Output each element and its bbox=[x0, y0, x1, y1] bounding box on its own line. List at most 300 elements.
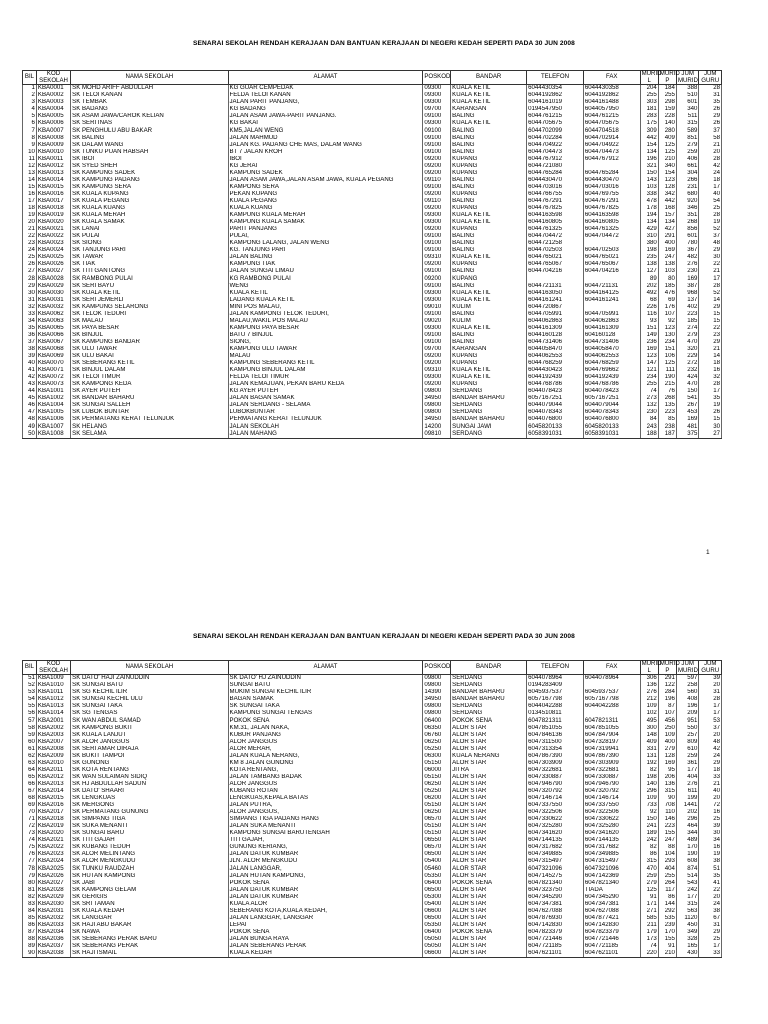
cell-telefon: 6044702503 bbox=[527, 247, 584, 254]
cell-nama-sekolah: SK SELAMA bbox=[71, 430, 228, 438]
cell-alamat: JALAN ASAM JAWA-PARIT PANJANG. bbox=[228, 113, 423, 120]
cell-bandar: KUALA KETIL bbox=[451, 85, 527, 93]
cell-poskod: 09100 bbox=[423, 127, 451, 134]
page-title: SENARAI SEKOLAH RENDAH KERAJAAN DAN BANTUAN KERAJAAN DI NEGERI KEDAH SEPERTI PADA 30 JUN 2008 bbox=[193, 633, 575, 640]
cell-nama-sekolah: SK KUALA KUANG bbox=[71, 205, 228, 212]
cell-jum-guru: 31 bbox=[699, 689, 722, 696]
cell-alamat: WENG bbox=[228, 283, 423, 290]
cell-murid-p: 110 bbox=[658, 809, 676, 816]
cell-fax: 6044704472 bbox=[583, 233, 640, 240]
table-row bbox=[23, 851, 722, 858]
cell-poskod: 06000 bbox=[423, 767, 451, 774]
cell-nama-sekolah: SK TAWAR bbox=[71, 254, 228, 261]
cell-poskod: 09100 bbox=[423, 332, 451, 339]
cell-telefon: 6047337550 bbox=[527, 802, 584, 809]
cell-alamat: JALAN PARIT PANJANG, bbox=[228, 99, 423, 106]
cell-bil: 7 bbox=[23, 127, 37, 134]
cell-telefon: 6044721258 bbox=[527, 240, 584, 247]
cell-telefon: 6044761325 bbox=[527, 226, 584, 233]
cell-murid-p: 215 bbox=[658, 381, 676, 388]
cell-poskod: 09300 bbox=[423, 85, 451, 93]
cell-jum-murid: 351 bbox=[676, 212, 698, 219]
cell-fax: 6044769662 bbox=[583, 367, 640, 374]
cell-jum-murid: 315 bbox=[676, 901, 698, 908]
cell-alamat: KAMPUNG KUALA SAMAK bbox=[228, 219, 423, 226]
cell-fax: 6044705675 bbox=[583, 120, 640, 127]
table-row bbox=[23, 353, 722, 360]
cell-alamat: KAMPUNG ULU TAWAR bbox=[228, 346, 423, 353]
table-row bbox=[23, 788, 722, 795]
cell-alamat: JALAN BALING bbox=[228, 254, 423, 261]
cell-poskod: 09100 bbox=[423, 184, 451, 191]
cell-murid-p: 400 bbox=[658, 739, 676, 746]
cell-nama-sekolah: SK KUBANG TEDUH bbox=[71, 844, 228, 851]
cell-jum-guru: 40 bbox=[699, 788, 722, 795]
cell-murid-l: 132 bbox=[640, 402, 658, 409]
cell-murid-p: 170 bbox=[658, 929, 676, 936]
cell-fax: 6044765067 bbox=[583, 261, 640, 268]
cell-kod-sekolah: KBA0012 bbox=[36, 163, 70, 170]
cell-bandar: BALING bbox=[451, 127, 527, 134]
cell-bil: 53 bbox=[23, 689, 37, 696]
cell-murid-p: 284 bbox=[658, 689, 676, 696]
cell-murid-p: 210 bbox=[658, 156, 676, 163]
cell-bil: 22 bbox=[23, 233, 37, 240]
cell-alamat: MALAU,WAKIL POS MALAU bbox=[228, 318, 423, 325]
cell-jum-murid: 259 bbox=[676, 149, 698, 156]
cell-alamat: LADANG KUALA KETIL bbox=[228, 297, 423, 304]
cell-bil: 45 bbox=[23, 395, 37, 402]
table-row bbox=[23, 717, 722, 724]
cell-telefon: 6047322681 bbox=[527, 767, 584, 774]
cell-fax: 6044768786 bbox=[583, 381, 640, 388]
cell-jum-guru: 29 bbox=[699, 247, 722, 254]
cell-bandar: SERDANG bbox=[451, 675, 527, 683]
cell-nama-sekolah: SK KUALA KEDAH bbox=[71, 908, 228, 915]
cell-bil: 9 bbox=[23, 142, 37, 149]
cell-poskod: 06400 bbox=[423, 717, 451, 724]
cell-telefon: 0194547950 bbox=[527, 106, 584, 113]
cell-murid-p: 342 bbox=[658, 191, 676, 198]
cell-murid-p: 144 bbox=[658, 901, 676, 908]
cell-alamat: KG JERAI bbox=[228, 163, 423, 170]
cell-alamat: KUALA KUANG bbox=[228, 205, 423, 212]
cell-jum-murid: 361 bbox=[676, 760, 698, 767]
cell-murid-l: 93 bbox=[640, 318, 658, 325]
cell-alamat: JALAN KG. PADANG CHE MAS, DALAM WANG bbox=[228, 142, 423, 149]
cell-fax: 6044058470 bbox=[583, 346, 640, 353]
cell-bandar: ALOR STAR bbox=[451, 795, 527, 802]
table-row bbox=[23, 92, 722, 99]
cell-telefon: 6047330887 bbox=[527, 774, 584, 781]
cell-nama-sekolah: SK PAYA BESAR bbox=[71, 325, 228, 332]
cell-jum-guru: 28 bbox=[699, 283, 722, 290]
cell-fax: 6044721131 bbox=[583, 283, 640, 290]
cell-bil: 16 bbox=[23, 191, 37, 198]
cell-kod-sekolah: KBA0062 bbox=[36, 311, 70, 318]
cell-bandar: ALOR STAR bbox=[451, 894, 527, 901]
cell-bandar: SERDANG bbox=[451, 430, 527, 438]
cell-nama-sekolah: SK LANAI bbox=[71, 226, 228, 233]
cell-bandar: KUALA KETIL bbox=[451, 297, 527, 304]
cell-fax: 6047347381 bbox=[583, 901, 640, 908]
cell-kod-sekolah: KBA1010 bbox=[36, 682, 70, 689]
cell-poskod: 09200 bbox=[423, 360, 451, 367]
cell-murid-l: 134 bbox=[640, 149, 658, 156]
table-row bbox=[23, 254, 722, 261]
cell-jum-guru: 22 bbox=[699, 887, 722, 894]
cell-alamat: KG BAKAI bbox=[228, 120, 423, 127]
cell-alamat: ALOR MERAH, bbox=[228, 746, 423, 753]
cell-murid-p: 400 bbox=[658, 240, 676, 247]
cell-poskod: 09200 bbox=[423, 226, 451, 233]
cell-jum-murid: 190 bbox=[676, 851, 698, 858]
cell-jum-murid: 274 bbox=[676, 325, 698, 332]
cell-murid-l: 181 bbox=[640, 106, 658, 113]
table-row bbox=[23, 880, 722, 887]
cell-alamat: JALAN BAGAN SAMAK bbox=[228, 395, 423, 402]
cell-murid-l: 175 bbox=[640, 120, 658, 127]
col-header-telefon: TELEFON bbox=[527, 71, 584, 85]
table-row bbox=[23, 809, 722, 816]
cell-bil: 21 bbox=[23, 226, 37, 233]
cell-bil: 25 bbox=[23, 254, 37, 261]
cell-poskod: 09200 bbox=[423, 275, 451, 282]
cell-nama-sekolah: SK SEBERANG PERAK BARU bbox=[71, 936, 228, 943]
table-row bbox=[23, 887, 722, 894]
cell-fax: 6047721446 bbox=[583, 936, 640, 943]
cell-jum-guru: 48 bbox=[699, 739, 722, 746]
cell-fax: 6044163598 bbox=[583, 212, 640, 219]
cell-bandar: KUPANG bbox=[451, 170, 527, 177]
col-header-alamat: ALAMAT bbox=[228, 661, 423, 675]
cell-murid-p: 196 bbox=[658, 696, 676, 703]
cell-poskod: 09800 bbox=[423, 682, 451, 689]
cell-nama-sekolah: SK LUBOK BUNTAR bbox=[71, 409, 228, 416]
cell-fax: 6047321096 bbox=[583, 865, 640, 872]
cell-bandar: SERDANG bbox=[451, 388, 527, 395]
cell-kod-sekolah: KBA2015 bbox=[36, 795, 70, 802]
col-header-murid-p: MURID P bbox=[659, 70, 680, 84]
cell-murid-l: 103 bbox=[640, 184, 658, 191]
cell-jum-murid: 320 bbox=[676, 346, 698, 353]
cell-jum-guru: 20 bbox=[699, 894, 722, 901]
cell-alamat: JALAN DATUK KUMBAR bbox=[228, 894, 423, 901]
cell-bandar: BALING bbox=[451, 247, 527, 254]
cell-telefon: 6047823379 bbox=[527, 929, 584, 936]
cell-nama-sekolah: SK DATO' SHAARI bbox=[71, 788, 228, 795]
cell-kod-sekolah: KBA0071 bbox=[36, 367, 70, 374]
cell-murid-p: 708 bbox=[658, 802, 676, 809]
cell-murid-l: 147 bbox=[640, 360, 658, 367]
cell-jum-guru: 16 bbox=[699, 844, 722, 851]
table-row bbox=[23, 767, 722, 774]
cell-fax: 6047341620 bbox=[583, 830, 640, 837]
cell-poskod: 05150 bbox=[423, 760, 451, 767]
cell-jum-murid: 367 bbox=[676, 247, 698, 254]
table-row bbox=[23, 703, 722, 710]
cell-fax: 6047146714 bbox=[583, 795, 640, 802]
cell-murid-p: 190 bbox=[658, 374, 676, 381]
table-row bbox=[23, 177, 722, 184]
cell-murid-p: 210 bbox=[658, 950, 676, 958]
cell-bandar: BALING bbox=[451, 268, 527, 275]
cell-murid-p: 125 bbox=[658, 142, 676, 149]
cell-murid-l: 296 bbox=[640, 788, 658, 795]
cell-nama-sekolah: SK JABI bbox=[71, 880, 228, 887]
cell-jum-murid: 177 bbox=[676, 894, 698, 901]
cell-nama-sekolah: SK KAMPONG BUKIT bbox=[71, 725, 228, 732]
cell-murid-l: 273 bbox=[640, 395, 658, 402]
table-row bbox=[23, 106, 722, 113]
table-row bbox=[23, 894, 722, 901]
cell-murid-l: 194 bbox=[640, 212, 658, 219]
cell-murid-p: 250 bbox=[658, 725, 676, 732]
cell-alamat: POKOK SENA bbox=[228, 717, 423, 724]
cell-kod-sekolah: KBA1005 bbox=[36, 409, 70, 416]
cell-bandar: KUALA KETIL bbox=[451, 367, 527, 374]
cell-murid-l: 84 bbox=[640, 416, 658, 423]
cell-murid-p: 122 bbox=[658, 682, 676, 689]
cell-bandar: ALOR STAR bbox=[451, 844, 527, 851]
cell-nama-sekolah: SK HJ ABDULLAH SADUN bbox=[71, 781, 228, 788]
table-row bbox=[23, 929, 722, 936]
cell-alamat: JALAN SUKA MENANTI bbox=[228, 823, 423, 830]
cell-bandar: BALING bbox=[451, 177, 527, 184]
table-row bbox=[23, 409, 722, 416]
cell-jum-murid: 232 bbox=[676, 367, 698, 374]
cell-poskod: 05150 bbox=[423, 830, 451, 837]
table-row bbox=[23, 212, 722, 219]
cell-kod-sekolah: KBA2034 bbox=[36, 929, 70, 936]
cell-bil: 55 bbox=[23, 703, 37, 710]
cell-bandar: ALOR STAR bbox=[451, 725, 527, 732]
cell-nama-sekolah: SK SG KECHIL ILIR bbox=[71, 689, 228, 696]
cell-nama-sekolah: SK DALAM WANG bbox=[71, 142, 228, 149]
cell-bil: 58 bbox=[23, 725, 37, 732]
cell-alamat: KUALA ALOR bbox=[228, 901, 423, 908]
cell-bil: 46 bbox=[23, 402, 37, 409]
cell-bil: 38 bbox=[23, 346, 37, 353]
cell-murid-l: 235 bbox=[640, 254, 658, 261]
cell-telefon: 6044160805 bbox=[527, 219, 584, 226]
cell-alamat: KG. TANJUNG PARI bbox=[228, 247, 423, 254]
cell-telefon: 6044161019 bbox=[527, 99, 584, 106]
cell-poskod: 06600 bbox=[423, 950, 451, 958]
cell-bil: 70 bbox=[23, 809, 37, 816]
cell-nama-sekolah: SK HELANG bbox=[71, 423, 228, 430]
cell-bil: 37 bbox=[23, 339, 37, 346]
cell-alamat: SK SUNGAI TAKA bbox=[228, 703, 423, 710]
cell-telefon: 0134510811 bbox=[527, 710, 584, 717]
cell-telefon: 6058391031 bbox=[527, 430, 584, 438]
cell-telefon: 6044704473 bbox=[527, 149, 584, 156]
cell-bandar: ALOR STAR bbox=[451, 950, 527, 958]
cell-poskod: 09100 bbox=[423, 339, 451, 346]
cell-bil: 71 bbox=[23, 816, 37, 823]
cell-jum-murid: 272 bbox=[676, 360, 698, 367]
cell-kod-sekolah: KBA2014 bbox=[36, 788, 70, 795]
cell-nama-sekolah: SK SUNGAI TAKA bbox=[71, 703, 228, 710]
cell-kod-sekolah: KBA2018 bbox=[36, 816, 70, 823]
cell-poskod: 06300 bbox=[423, 753, 451, 760]
cell-bil: 18 bbox=[23, 205, 37, 212]
cell-jum-murid: 514 bbox=[676, 873, 698, 880]
cell-bandar: KUALA KETIL bbox=[451, 120, 527, 127]
cell-murid-p: 404 bbox=[658, 865, 676, 872]
cell-jum-murid: 563 bbox=[676, 908, 698, 915]
cell-bil: 6 bbox=[23, 120, 37, 127]
cell-bandar: KUPANG bbox=[451, 261, 527, 268]
cell-telefon: 6044078964 bbox=[527, 675, 584, 683]
cell-kod-sekolah: KBA0026 bbox=[36, 261, 70, 268]
cell-murid-p: 340 bbox=[658, 163, 676, 170]
table-row bbox=[23, 950, 722, 958]
cell-fax: 6044076800 bbox=[583, 416, 640, 423]
table-row bbox=[23, 184, 722, 191]
cell-bandar: BALING bbox=[451, 198, 527, 205]
cell-murid-l: 409 bbox=[640, 739, 658, 746]
cell-nama-sekolah: SK KOTA RENTANG bbox=[71, 767, 228, 774]
cell-jum-murid: 1441 bbox=[676, 802, 698, 809]
cell-alamat: JALAN ASAM JAWA,JALAN ASAM JAWA, KUALA PEGANG bbox=[228, 177, 423, 184]
cell-jum-murid: 185 bbox=[676, 318, 698, 325]
cell-bil: 12 bbox=[23, 163, 37, 170]
cell-nama-sekolah: SK ASAM JAWA/CAROK KELIAN bbox=[71, 113, 228, 120]
cell-bil: 40 bbox=[23, 360, 37, 367]
cell-nama-sekolah: SK TANJUNG PARI bbox=[71, 247, 228, 254]
cell-fax: 6047349885 bbox=[583, 851, 640, 858]
table-row bbox=[23, 753, 722, 760]
cell-kod-sekolah: KBA0021 bbox=[36, 226, 70, 233]
cell-bandar: ALOR STAR bbox=[451, 851, 527, 858]
cell-murid-p: 239 bbox=[658, 922, 676, 929]
cell-alamat: KG BADANG bbox=[228, 106, 423, 113]
page-title: SENARAI SEKOLAH RENDAH KERAJAAN DAN BANTUAN KERAJAAN DI NEGERI KEDAH SEPERTI PADA 30 JUN 2008 bbox=[193, 40, 575, 47]
cell-telefon: 6044160128 bbox=[527, 332, 584, 339]
cell-telefon: 6044430423 bbox=[527, 367, 584, 374]
cell-bil: 52 bbox=[23, 682, 37, 689]
cell-murid-l: 109 bbox=[640, 795, 658, 802]
cell-jum-guru: 30 bbox=[699, 830, 722, 837]
cell-poskod: 05150 bbox=[423, 823, 451, 830]
cell-kod-sekolah: KBA0020 bbox=[36, 219, 70, 226]
cell-jum-murid: 856 bbox=[676, 226, 698, 233]
cell-nama-sekolah: SK TELOI TIMUR bbox=[71, 374, 228, 381]
cell-bandar: KUPANG bbox=[451, 191, 527, 198]
cell-jum-murid: 404 bbox=[676, 774, 698, 781]
cell-telefon: 6044192439 bbox=[527, 374, 584, 381]
table-row bbox=[23, 381, 722, 388]
cell-poskod: 09110 bbox=[423, 177, 451, 184]
table-row bbox=[23, 689, 722, 696]
cell-bandar: ALOR STAR bbox=[451, 830, 527, 837]
cell-jum-murid: 408 bbox=[676, 696, 698, 703]
cell-jum-murid: 608 bbox=[676, 858, 698, 865]
cell-telefon: 6044079044 bbox=[527, 402, 584, 409]
cell-telefon bbox=[527, 275, 584, 282]
cell-kod-sekolah: KBA2031 bbox=[36, 908, 70, 915]
cell-kod-sekolah: KBA0032 bbox=[36, 304, 70, 311]
cell-bil: 39 bbox=[23, 353, 37, 360]
cell-bandar: KUPANG bbox=[451, 205, 527, 212]
cell-murid-p: 91 bbox=[658, 943, 676, 950]
cell-bil: 86 bbox=[23, 922, 37, 929]
cell-kod-sekolah: KBA0016 bbox=[36, 191, 70, 198]
cell-murid-p: 106 bbox=[658, 353, 676, 360]
cell-fax: 6044702503 bbox=[583, 247, 640, 254]
cell-telefon: 6044430470 bbox=[527, 177, 584, 184]
cell-murid-p: 86 bbox=[658, 894, 676, 901]
cell-murid-p: 169 bbox=[658, 760, 676, 767]
cell-fax: 6057167251 bbox=[583, 395, 640, 402]
cell-bil: 73 bbox=[23, 830, 37, 837]
cell-fax bbox=[583, 240, 640, 247]
cell-jum-murid: 196 bbox=[676, 703, 698, 710]
cell-fax: 6047320792 bbox=[583, 788, 640, 795]
table-row bbox=[23, 191, 722, 198]
cell-jum-murid: 550 bbox=[676, 725, 698, 732]
cell-murid-l: 150 bbox=[640, 816, 658, 823]
cell-alamat: JALAN SEKOLAH bbox=[228, 423, 423, 430]
cell-alamat: JALAN SEBERANG PERAK bbox=[228, 943, 423, 950]
cell-nama-sekolah: SK GERIGIS bbox=[71, 894, 228, 901]
col-header-bil: BIL bbox=[23, 661, 37, 675]
cell-bandar: ALOR STAR bbox=[451, 908, 527, 915]
cell-murid-p: 95 bbox=[658, 767, 676, 774]
table-row bbox=[23, 416, 722, 423]
cell-jum-guru: 41 bbox=[699, 880, 722, 887]
cell-telefon: 6044062553 bbox=[527, 353, 584, 360]
cell-kod-sekolah: KBA0005 bbox=[36, 113, 70, 120]
cell-poskod: 05350 bbox=[423, 922, 451, 929]
cell-telefon: 6044161309 bbox=[527, 325, 584, 332]
table-row bbox=[23, 922, 722, 929]
cell-jum-murid: 543 bbox=[676, 880, 698, 887]
cell-murid-l: 310 bbox=[640, 233, 658, 240]
cell-alamat: JALAN BUNGA RAYA bbox=[228, 936, 423, 943]
cell-poskod: 06500 bbox=[423, 915, 451, 922]
cell-jum-guru: 24 bbox=[699, 901, 722, 908]
cell-murid-p: 185 bbox=[658, 283, 676, 290]
table-row bbox=[23, 127, 722, 134]
cell-murid-p: 111 bbox=[658, 367, 676, 374]
cell-nama-sekolah: SK TELOK TEDURI bbox=[71, 311, 228, 318]
cell-fax: 6047851055 bbox=[583, 725, 640, 732]
table-row bbox=[23, 858, 722, 865]
cell-telefon: 6044765284 bbox=[527, 170, 584, 177]
cell-jum-guru: 29 bbox=[699, 339, 722, 346]
cell-kod-sekolah: KBA0070 bbox=[36, 360, 70, 367]
cell-murid-p: 291 bbox=[658, 675, 676, 683]
cell-nama-sekolah: SK IBOI bbox=[71, 156, 228, 163]
cell-fax: 6047144135 bbox=[583, 837, 640, 844]
cell-telefon: 6044058470 bbox=[527, 346, 584, 353]
cell-alamat: KG GUAR CEMPEDAK bbox=[228, 85, 423, 93]
cell-jum-murid: 387 bbox=[676, 283, 698, 290]
cell-jum-guru: 28 bbox=[699, 696, 722, 703]
cell-jum-guru: 40 bbox=[699, 191, 722, 198]
cell-fax: 6047946790 bbox=[583, 781, 640, 788]
cell-bil: 76 bbox=[23, 851, 37, 858]
table-row bbox=[23, 261, 722, 268]
cell-bandar: KUALA KETIL bbox=[451, 325, 527, 332]
cell-murid-p: 80 bbox=[658, 275, 676, 282]
col-header-poskod: POSKOD bbox=[423, 71, 451, 85]
cell-jum-murid: 470 bbox=[676, 339, 698, 346]
cell-kod-sekolah: KBA2022 bbox=[36, 844, 70, 851]
cell-bandar: BALING bbox=[451, 233, 527, 240]
